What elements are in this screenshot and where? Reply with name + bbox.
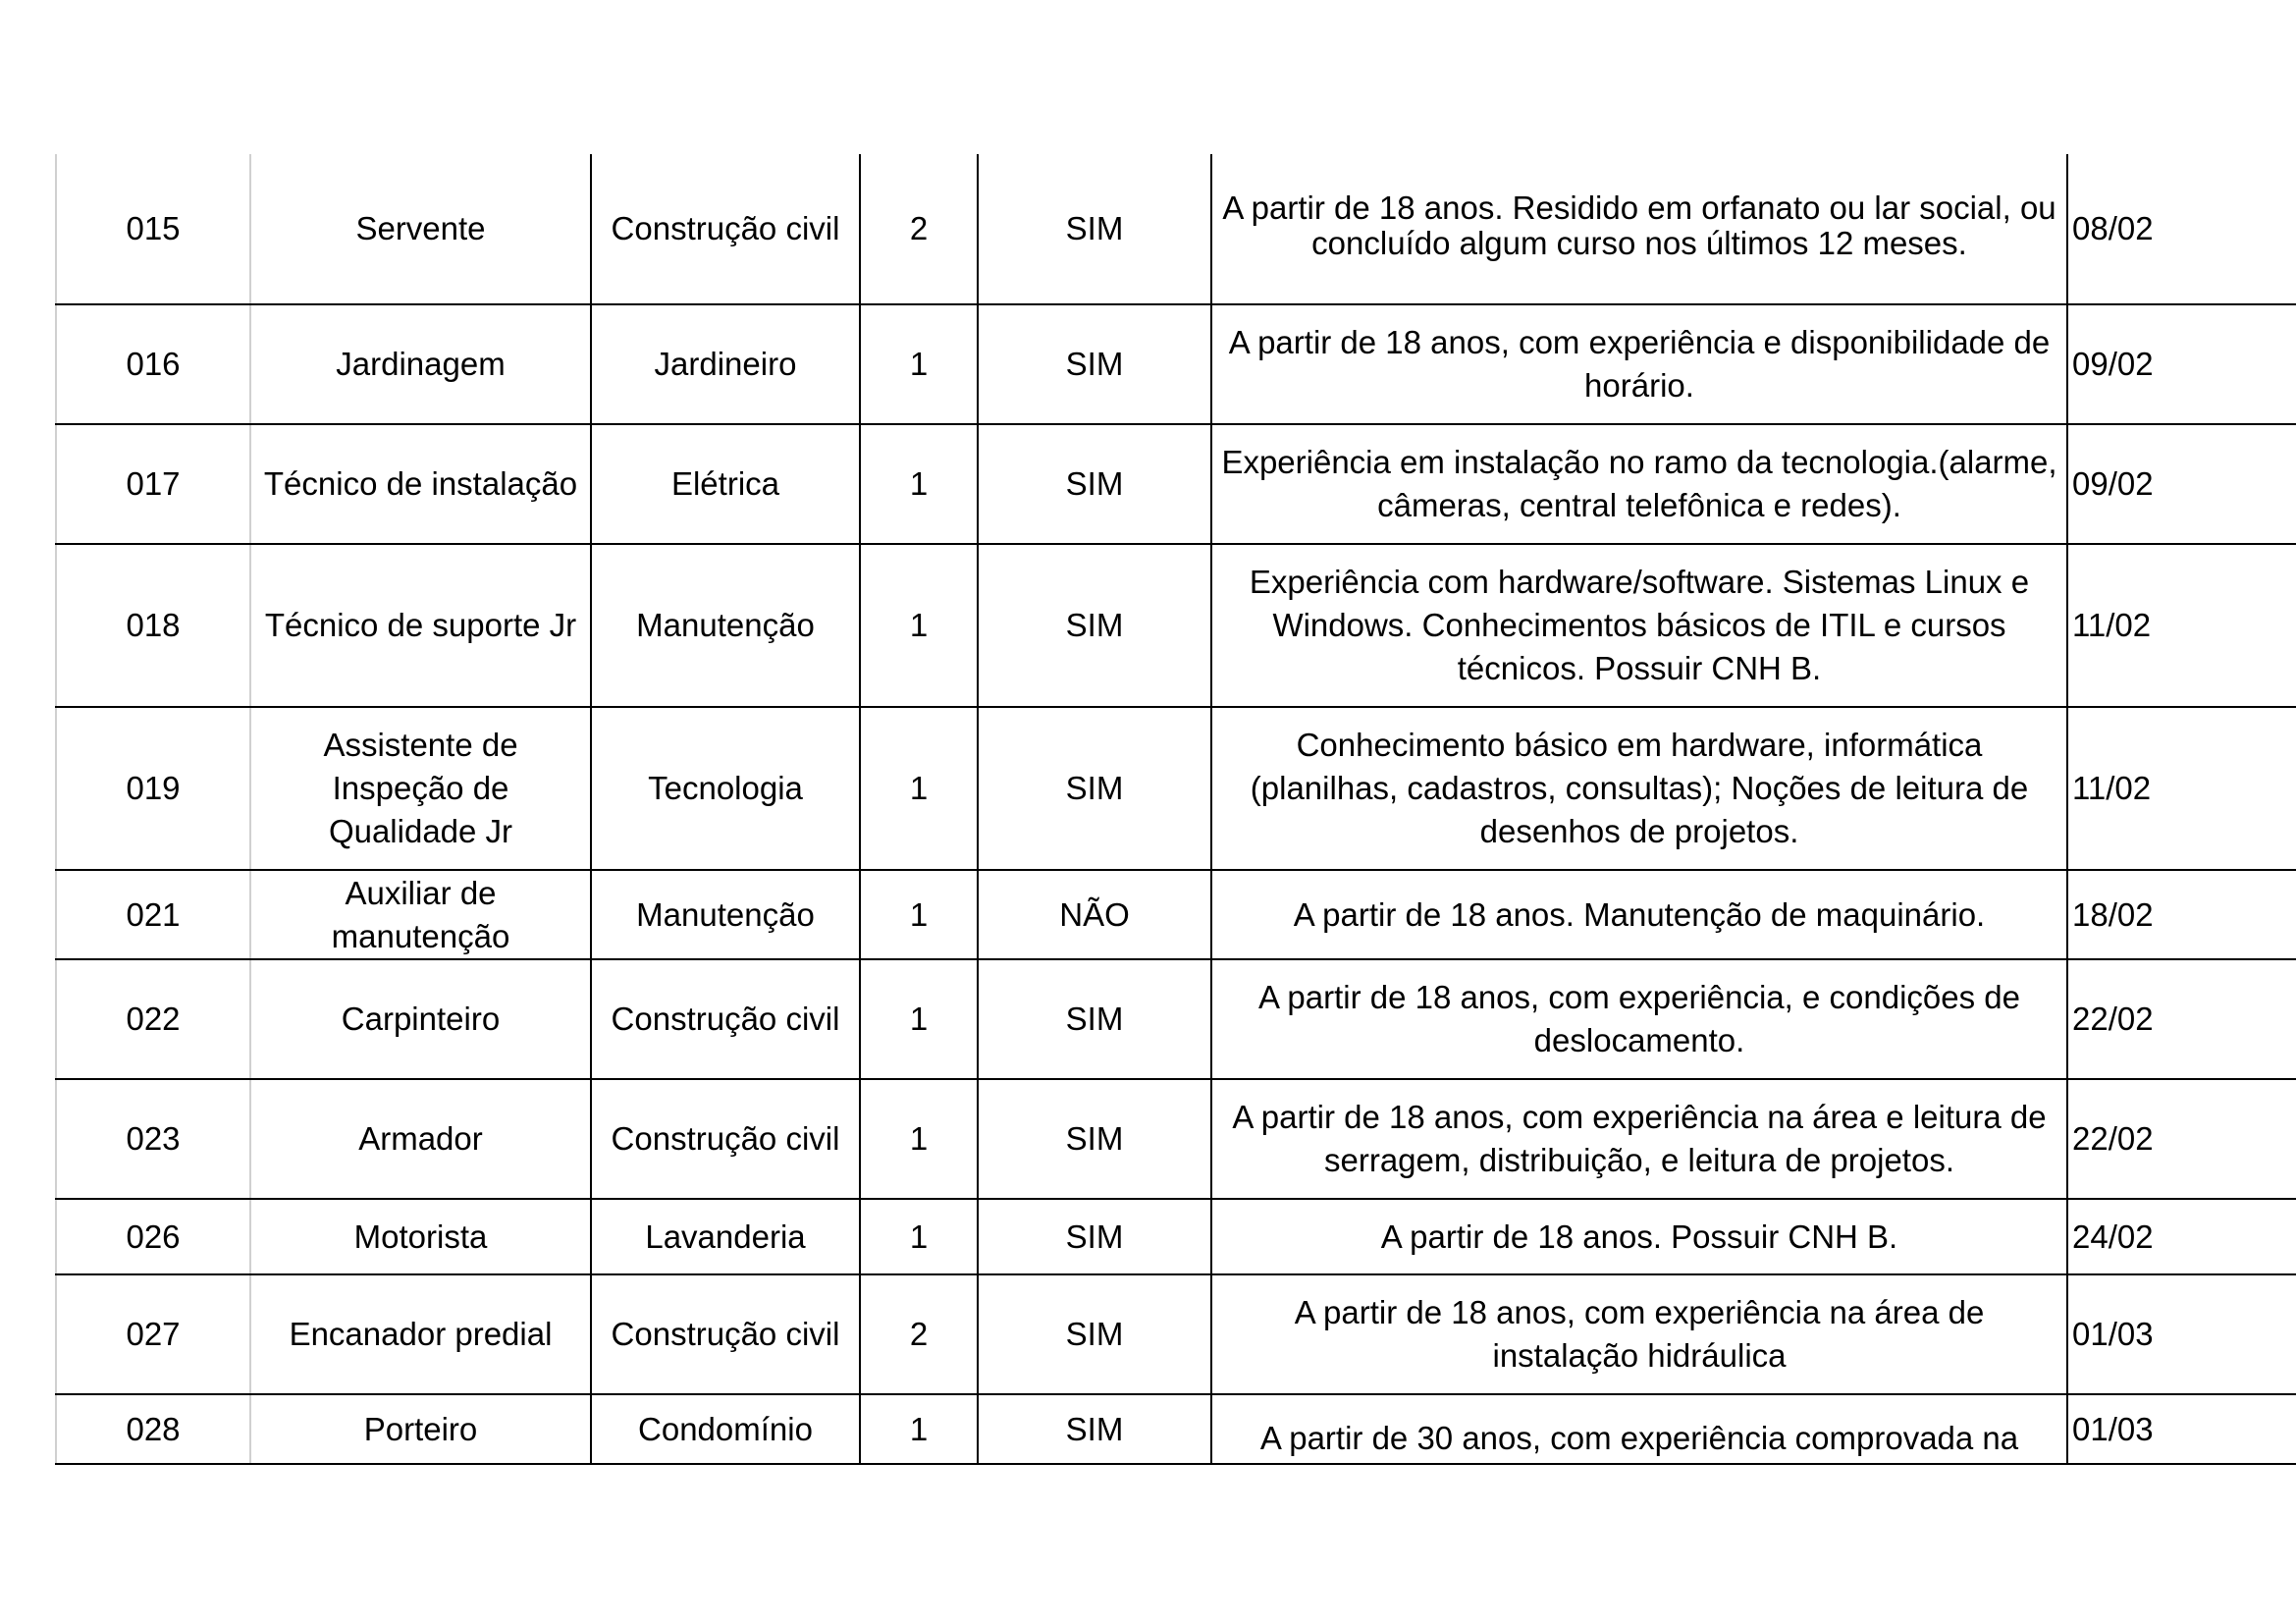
job-id-cell: 019 bbox=[55, 708, 249, 869]
job-date-cell: 08/02 bbox=[2066, 154, 2296, 303]
job-date-cell: 22/02 bbox=[2066, 960, 2296, 1078]
job-pcd-cell: SIM bbox=[977, 154, 1210, 303]
job-role-cell: Carpinteiro bbox=[249, 960, 590, 1078]
job-area-cell: Construção civil bbox=[590, 960, 859, 1078]
job-area-cell: Construção civil bbox=[590, 1080, 859, 1198]
job-area-cell: Jardineiro bbox=[590, 305, 859, 423]
job-quantity-cell: 1 bbox=[859, 1395, 977, 1463]
job-requirements-cell: A partir de 18 anos. Manutenção de maquinário. bbox=[1210, 871, 2066, 958]
job-role-cell: Técnico de suporte Jr bbox=[249, 545, 590, 706]
job-area-cell: Elétrica bbox=[590, 425, 859, 543]
job-listings-table bbox=[55, 154, 2296, 1465]
job-quantity-cell: 1 bbox=[859, 425, 977, 543]
job-date-cell: 09/02 bbox=[2066, 305, 2296, 423]
table-row bbox=[55, 1275, 2296, 1395]
job-pcd-cell: SIM bbox=[977, 1275, 1210, 1393]
job-quantity-cell: 1 bbox=[859, 305, 977, 423]
job-requirements-cell: A partir de 18 anos. Residido em orfanato ou lar social, ou concluído algum curso nos últimos 12 meses. bbox=[1210, 154, 2066, 303]
job-role-cell: Auxiliar de manutenção bbox=[249, 871, 590, 958]
job-role-cell: Servente bbox=[249, 154, 590, 303]
job-id-cell: 028 bbox=[55, 1395, 249, 1463]
job-pcd-cell: SIM bbox=[977, 545, 1210, 706]
job-role-cell: Encanador predial bbox=[249, 1275, 590, 1393]
job-quantity-cell: 1 bbox=[859, 708, 977, 869]
job-requirements-cell: A partir de 18 anos, com experiência e disponibilidade de horário. bbox=[1210, 305, 2066, 423]
job-role-cell: Porteiro bbox=[249, 1395, 590, 1463]
job-requirements-cell: A partir de 18 anos. Possuir CNH B. bbox=[1210, 1200, 2066, 1273]
table-row bbox=[55, 154, 2296, 305]
job-date-cell: 11/02 bbox=[2066, 708, 2296, 869]
job-id-cell: 017 bbox=[55, 425, 249, 543]
job-requirements-cell: A partir de 18 anos, com experiência na área de instalação hidráulica bbox=[1210, 1275, 2066, 1393]
job-pcd-cell: SIM bbox=[977, 1395, 1210, 1463]
job-pcd-cell: SIM bbox=[977, 960, 1210, 1078]
job-area-cell: Tecnologia bbox=[590, 708, 859, 869]
table-row bbox=[55, 871, 2296, 960]
job-date-cell: 24/02 bbox=[2066, 1200, 2296, 1273]
job-quantity-cell: 1 bbox=[859, 960, 977, 1078]
job-requirements-cell: A partir de 18 anos, com experiência na área e leitura de serragem, distribuição, e leitura de projetos. bbox=[1210, 1080, 2066, 1198]
job-requirements-cell: Conhecimento básico em hardware, informática (planilhas, cadastros, consultas); Noções de leitura de desenhos de projetos. bbox=[1210, 708, 2066, 869]
job-date-cell: 01/03 bbox=[2066, 1395, 2296, 1463]
job-pcd-cell: NÃO bbox=[977, 871, 1210, 958]
job-requirements-cell: Experiência em instalação no ramo da tecnologia.(alarme, câmeras, central telefônica e redes). bbox=[1210, 425, 2066, 543]
job-date-cell: 01/03 bbox=[2066, 1275, 2296, 1393]
job-area-cell: Construção civil bbox=[590, 1275, 859, 1393]
job-quantity-cell: 2 bbox=[859, 154, 977, 303]
job-date-cell: 11/02 bbox=[2066, 545, 2296, 706]
job-id-cell: 023 bbox=[55, 1080, 249, 1198]
job-id-cell: 027 bbox=[55, 1275, 249, 1393]
table-row bbox=[55, 1395, 2296, 1465]
job-pcd-cell: SIM bbox=[977, 305, 1210, 423]
job-date-cell: 18/02 bbox=[2066, 871, 2296, 958]
job-pcd-cell: SIM bbox=[977, 708, 1210, 869]
job-area-cell: Manutenção bbox=[590, 871, 859, 958]
job-id-cell: 016 bbox=[55, 305, 249, 423]
job-pcd-cell: SIM bbox=[977, 1200, 1210, 1273]
job-date-cell: 09/02 bbox=[2066, 425, 2296, 543]
job-requirements-cell: A partir de 18 anos, com experiência, e condições de deslocamento. bbox=[1210, 960, 2066, 1078]
job-id-cell: 021 bbox=[55, 871, 249, 958]
job-id-cell: 015 bbox=[55, 154, 249, 303]
job-requirements-cell: A partir de 30 anos, com experiência comprovada na bbox=[1210, 1395, 2066, 1463]
job-role-cell: Motorista bbox=[249, 1200, 590, 1273]
job-date-cell: 22/02 bbox=[2066, 1080, 2296, 1198]
job-id-cell: 022 bbox=[55, 960, 249, 1078]
job-role-cell: Técnico de instalação bbox=[249, 425, 590, 543]
table-row bbox=[55, 1080, 2296, 1200]
job-pcd-cell: SIM bbox=[977, 425, 1210, 543]
job-role-cell: Armador bbox=[249, 1080, 590, 1198]
job-quantity-cell: 2 bbox=[859, 1275, 977, 1393]
job-quantity-cell: 1 bbox=[859, 871, 977, 958]
job-role-cell: Jardinagem bbox=[249, 305, 590, 423]
job-quantity-cell: 1 bbox=[859, 545, 977, 706]
job-area-cell: Construção civil bbox=[590, 154, 859, 303]
job-area-cell: Condomínio bbox=[590, 1395, 859, 1463]
table-row bbox=[55, 305, 2296, 425]
table-row bbox=[55, 425, 2296, 545]
job-quantity-cell: 1 bbox=[859, 1200, 977, 1273]
table-row bbox=[55, 545, 2296, 708]
job-area-cell: Manutenção bbox=[590, 545, 859, 706]
job-pcd-cell: SIM bbox=[977, 1080, 1210, 1198]
job-requirements-cell: Experiência com hardware/software. Sistemas Linux e Windows. Conhecimentos básicos de ITIL e cursos técnicos. Possuir CNH B. bbox=[1210, 545, 2066, 706]
table-row bbox=[55, 960, 2296, 1080]
job-id-cell: 026 bbox=[55, 1200, 249, 1273]
job-area-cell: Lavanderia bbox=[590, 1200, 859, 1273]
table-row bbox=[55, 1200, 2296, 1275]
job-id-cell: 018 bbox=[55, 545, 249, 706]
job-role-cell: Assistente de Inspeção de Qualidade Jr bbox=[249, 708, 590, 869]
table-row bbox=[55, 708, 2296, 871]
job-quantity-cell: 1 bbox=[859, 1080, 977, 1198]
